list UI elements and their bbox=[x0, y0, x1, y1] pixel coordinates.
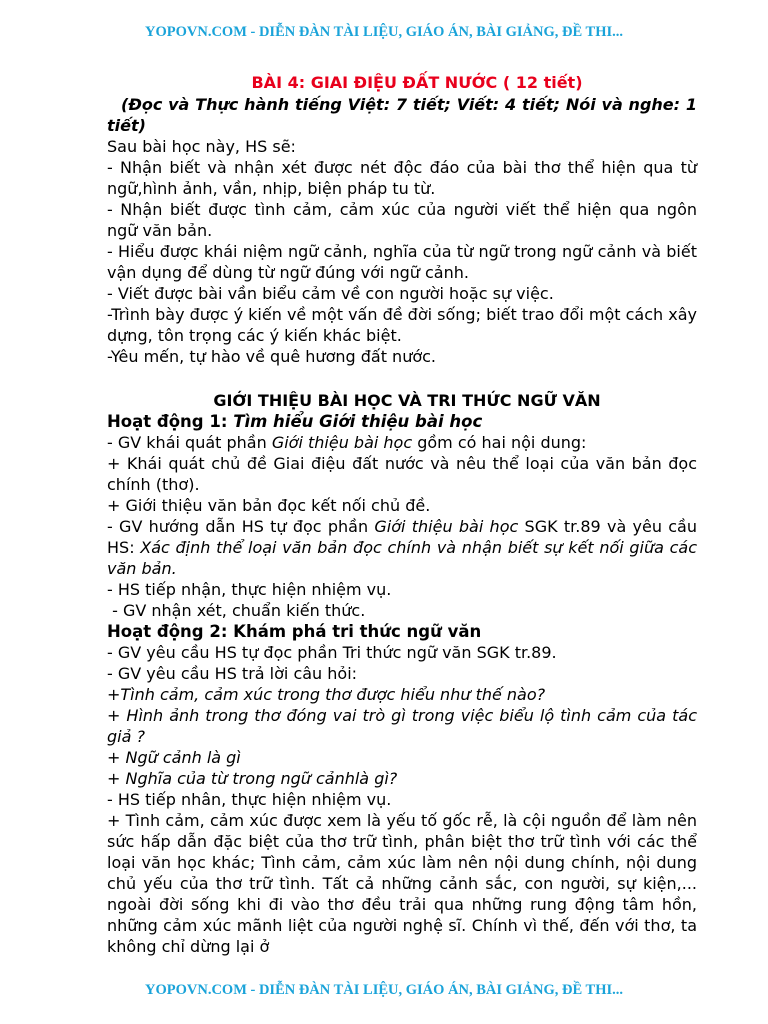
objective-item: - Hiểu được khái niệm ngữ cảnh, nghĩa của từ ngữ trong ngữ cảnh và biết vận dụng để dùng từ ngữ đúng với ngữ cảnh. bbox=[107, 242, 697, 282]
text-run: - GV khái quát phần bbox=[107, 433, 272, 452]
activity-1-line bbox=[107, 432, 697, 453]
text-run: gồm có hai nội dung: bbox=[412, 433, 587, 452]
activity-1-line: - HS tiếp nhận, thực hiện nhiệm vụ. bbox=[107, 580, 392, 599]
activity-1-line bbox=[107, 516, 697, 579]
document-body bbox=[107, 72, 697, 957]
activity-1-line: + Khái quát chủ đề Giai điệu đất nước và nêu thể loại của văn bản đọc chính (thơ). bbox=[107, 454, 697, 494]
objective-item: -Trình bày được ý kiến về một vấn đề đời sống; biết trao đổi một cách xây dựng, tôn trọng các ý kiến khác biệt. bbox=[107, 305, 697, 345]
objective-item: - Nhận biết và nhận xét được nét độc đáo của bài thơ thể hiện qua từ ngữ,hình ảnh, vần, nhịp, biện pháp tu từ. bbox=[107, 158, 697, 198]
activity-2-line: - HS tiếp nhân, thực hiện nhiệm vụ. bbox=[107, 790, 392, 809]
text-run-italic: Giới thiệu bài học bbox=[374, 517, 519, 536]
lesson-subtitle: (Đọc và Thực hành tiếng Việt: 7 tiết; Viết: 4 tiết; Nói và nghe: 1 tiết) bbox=[107, 95, 697, 135]
question-item: + Nghĩa của từ trong ngữ cảnhlà gì? bbox=[107, 769, 398, 788]
lesson-title: BÀI 4: GIAI ĐIỆU ĐẤT NƯỚC ( 12 tiết) bbox=[251, 73, 583, 92]
activity-1-heading bbox=[107, 411, 697, 432]
objective-item: -Yêu mến, tự hào về quê hương đất nước. bbox=[107, 347, 437, 366]
objective-item: - Nhận biết được tình cảm, cảm xúc của người viết thể hiện qua ngôn ngữ văn bản. bbox=[107, 200, 697, 240]
intro-text: Sau bài học này, HS sẽ: bbox=[107, 137, 296, 156]
question-item: + Ngữ cảnh là gì bbox=[107, 748, 241, 767]
question-item: + Hình ảnh trong thơ đóng vai trò gì trong việc biểu lộ tình cảm của tác giả ? bbox=[107, 706, 697, 746]
activity-2-heading: Hoạt động 2: Khám phá tri thức ngữ văn bbox=[107, 622, 482, 641]
page-footer[interactable]: YOPOVN.COM - DIỄN ĐÀN TÀI LIỆU, GIÁO ÁN, BÀI GIẢNG, ĐỀ THI... bbox=[144, 982, 623, 998]
text-run-italic: Xác định thể loại văn bản đọc chính và nhận biết sự kết nối giữa các văn bản. bbox=[107, 538, 697, 578]
objective-item: - Viết được bài vần biểu cảm về con người hoặc sự việc. bbox=[107, 284, 554, 303]
activity-1-heading-topic: Tìm hiểu Giới thiệu bài học bbox=[233, 412, 483, 431]
section-title: GIỚI THIỆU BÀI HỌC VÀ TRI THỨC NGỮ VĂN bbox=[213, 391, 601, 410]
text-run: - GV hướng dẫn HS tự đọc phần bbox=[107, 517, 375, 536]
activity-1-line: - GV nhận xét, chuẩn kiến thức. bbox=[107, 601, 366, 620]
activity-2-line: - GV yêu cầu HS trả lời câu hỏi: bbox=[107, 664, 358, 683]
activity-2-line: - GV yêu cầu HS tự đọc phần Tri thức ngữ văn SGK tr.89. bbox=[107, 643, 557, 662]
activity-1-heading-label: Hoạt động 1: bbox=[107, 412, 234, 431]
activity-2-paragraph: + Tình cảm, cảm xúc được xem là yếu tố gốc rễ, là cội nguồn để làm nên sức hấp dẫn đặc biệt của thơ trữ tình, phân biệt thơ trữ tình với các thể loại văn học khác; Tình cảm, cảm xúc làm nên nội dung chính, nội dung chủ yếu của thơ trữ tình. Tất cả những cảnh sắc, con người, sự kiện,... ngoài đời sống khi đi vào thơ đều trải qua những rung động tâm hồn, những cảm xúc mãnh liệt của người nghệ sĩ. Chính vì thế, đến với thơ, ta không chỉ dừng lại ở bbox=[107, 811, 697, 956]
text-run-italic: Giới thiệu bài học bbox=[271, 433, 413, 452]
question-item: +Tình cảm, cảm xúc trong thơ được hiểu như thế nào? bbox=[107, 685, 546, 704]
text-run: SGK tr.89 và yêu cầu HS: bbox=[107, 517, 698, 557]
page-header[interactable]: YOPOVN.COM - DIỄN ĐÀN TÀI LIỆU, GIÁO ÁN, BÀI GIẢNG, ĐỀ THI... bbox=[144, 24, 623, 40]
activity-1-line: + Giới thiệu văn bản đọc kết nối chủ đề. bbox=[107, 496, 431, 515]
